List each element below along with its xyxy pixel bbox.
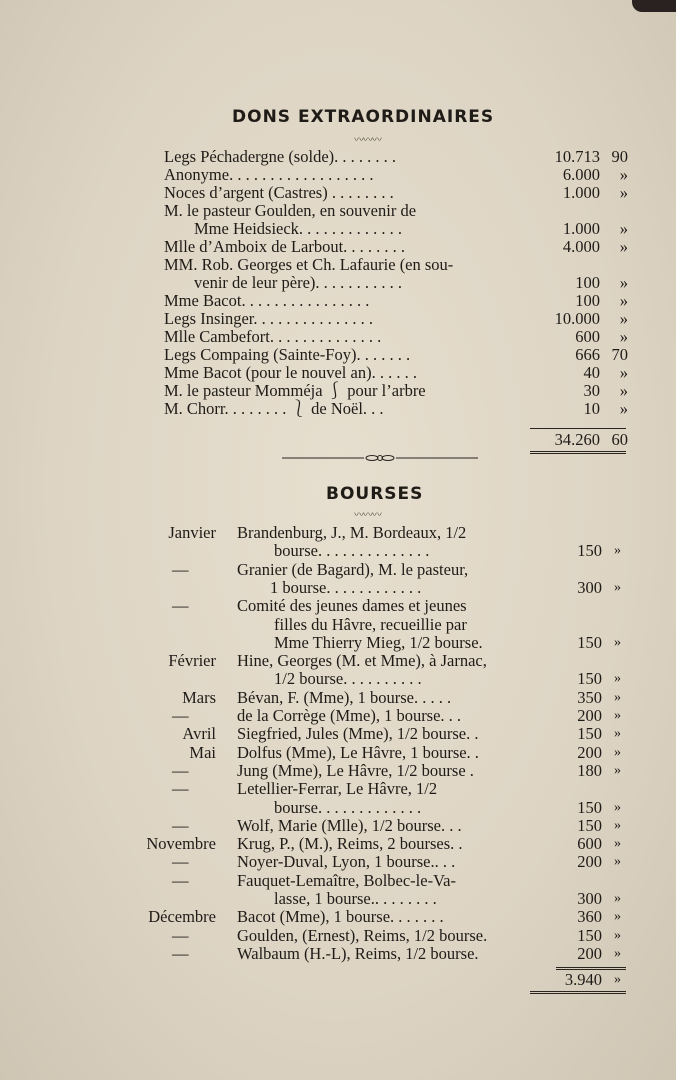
title-ornament: 〰〰〰 [354,135,381,146]
bourses-entry-text: bourse. . . . . . . . . . . . . [274,798,422,817]
dons-entry-text: Legs Compaing (Sainte-Foy). . . . . . . [164,345,411,364]
dons-entry-amount: 1.000 [562,219,600,238]
bourses-entry-text: Siegfried, Jules (Mme), 1/2 bourse. . [237,724,479,743]
dons-entry-cents: » [619,363,628,382]
bourses-entry-text: Granier (de Bagard), M. le pasteur, [237,560,469,579]
bourses-entry-amount: 200 [577,706,602,725]
dons-entry-text: venir de leur père). . . . . . . . . . . [194,273,403,292]
bourses-month: — [172,706,189,725]
dons-title: DONS EXTRAORDINAIRES [232,107,495,127]
dons-entry-text: Mme Heidsieck. . . . . . . . . . . . . [194,219,403,238]
bourses-month: — [172,596,189,615]
bourses-month: Mai [189,743,216,762]
bourses-entry-mark: » [614,763,621,778]
bourses-total-double-rule [530,991,626,994]
title-ornament: 〰〰〰 [354,510,381,521]
bourses-entry-text: Krug, P., (M.), Reims, 2 bourses. . [237,834,463,853]
bourses-entry-mark: » [614,580,621,595]
dons-entry-text: Mlle d’Amboix de Larbout. . . . . . . . [164,237,406,256]
dons-entry-cents: » [619,219,628,238]
bourses-month: Novembre [146,834,216,853]
dons-entry-cents: » [619,273,628,292]
dons-total-cents: 60 [611,430,628,449]
bourses-month: — [172,852,189,871]
dons-entry-amount: 6.000 [562,165,600,184]
bourses-entry-mark: » [614,909,621,924]
dons-entry-cents: » [619,291,628,310]
dons-entry-text: Mme Bacot. . . . . . . . . . . . . . . . [164,291,370,310]
bourses-entry-amount: 180 [577,761,602,780]
bourses-month: Décembre [148,907,216,926]
bourses-month: — [172,944,189,963]
bourses-entry-amount: 600 [577,834,602,853]
bourses-entry-amount: 150 [577,633,602,652]
dons-entry-text: Mme Bacot (pour le nouvel an). . . . . . [164,363,417,382]
bourses-entry-mark: » [614,745,621,760]
bourses-month: — [172,560,189,579]
bourses-title: BOURSES [326,484,424,504]
bourses-entry-text: Jung (Mme), Le Hâvre, 1/2 bourse . [237,761,474,780]
bourses-entry-text: Brandenburg, J., M. Bordeaux, 1/2 [237,523,467,542]
dons-entry-amount: 100 [575,291,600,310]
bourses-entry-text: filles du Hâvre, recueillie par [274,615,467,634]
dons-total-amount: 34.260 [554,430,600,449]
dons-entry-amount: 10 [583,399,600,418]
dons-entry-cents: 70 [611,345,628,364]
dons-entry-text: M. le pasteur Goulden, en souvenir de [164,201,417,220]
bourses-entry-mark: » [614,690,621,705]
bourses-entry-mark: » [614,891,621,906]
dons-entry-text: M. Chorr. . . . . . . . ⎱ de Noël. . . [164,399,384,418]
section-divider-ornament [282,452,478,464]
bourses-entry-mark: » [614,543,621,558]
dons-entry-amount: 10.000 [554,309,600,328]
dons-entry-amount: 600 [575,327,600,346]
dons-entry-text: M. le pasteur Momméja ⎰ pour l’arbre [164,381,426,400]
bourses-entry-text: Wolf, Marie (Mlle), 1/2 bourse. . . [237,816,462,835]
bourses-entry-amount: 360 [577,907,602,926]
bourses-entry-text: Noyer-Duval, Lyon, 1 bourse.. . . [237,852,456,871]
bourses-entry-mark: » [614,800,621,815]
dons-entry-text: Mlle Cambefort. . . . . . . . . . . . . . [164,327,382,346]
bourses-entry-text: Walbaum (H.-L), Reims, 1/2 bourse. [237,944,479,963]
bourses-entry-text: Bévan, F. (Mme), 1 bourse. . . . . [237,688,452,707]
bourses-entry-text: de la Corrège (Mme), 1 bourse. . . [237,706,462,725]
bourses-entry-mark: » [614,946,621,961]
bourses-entry-amount: 150 [577,541,602,560]
bourses-entry-text: Hine, Georges (M. et Mme), à Jarnac, [237,651,487,670]
bourses-entry-mark: » [614,708,621,723]
dons-entry-cents: » [619,309,628,328]
bourses-month: Mars [182,688,216,707]
bourses-month: — [172,761,189,780]
dons-entry-text: Noces d’argent (Castres) . . . . . . . . [164,183,394,202]
dons-entry-cents: » [619,381,628,400]
dons-entry-cents: » [619,399,628,418]
dons-entry-amount: 10.713 [554,147,600,166]
bourses-entry-text: lasse, 1 bourse.. . . . . . . . [274,889,437,908]
bourses-month: — [172,871,189,890]
bourses-entry-mark: » [614,726,621,741]
bourses-entry-text: 1/2 bourse. . . . . . . . . . [274,669,422,688]
bourses-entry-amount: 150 [577,669,602,688]
dons-entry-text: Anonyme. . . . . . . . . . . . . . . . . . [164,165,374,184]
dons-entry-text: MM. Rob. Georges et Ch. Lafaurie (en sou- [164,255,454,274]
bourses-entry-text: 1 bourse. . . . . . . . . . . . [270,578,422,597]
bourses-entry-text: Letellier-Ferrar, Le Hâvre, 1/2 [237,779,438,798]
dons-entry-amount: 30 [583,381,600,400]
bourses-entry-mark: » [614,635,621,650]
bourses-entry-amount: 350 [577,688,602,707]
dons-entry-amount: 4.000 [562,237,600,256]
bourses-entry-amount: 300 [577,889,602,908]
bourses-entry-text: bourse. . . . . . . . . . . . . . [274,541,430,560]
bourses-entry-mark: » [614,818,621,833]
dons-entry-text: Legs Péchadergne (solde). . . . . . . . [164,147,397,166]
dons-entry-cents: » [619,327,628,346]
bourses-total-amount: 3.940 [564,970,602,989]
bourses-entry-amount: 150 [577,798,602,817]
bourses-entry-mark: » [614,671,621,686]
bourses-entry-mark: » [614,928,621,943]
dons-total-double-rule [530,451,626,454]
bourses-entry-amount: 200 [577,852,602,871]
dons-entry-amount: 40 [583,363,600,382]
dons-entry-amount: 1.000 [562,183,600,202]
dons-entry-text: Legs Insinger. . . . . . . . . . . . . . . [164,309,373,328]
bourses-entry-amount: 200 [577,743,602,762]
dons-entry-cents: » [619,237,628,256]
page-corner-shadow [632,0,676,12]
bourses-entry-amount: 200 [577,944,602,963]
dons-sum-rule [530,428,626,429]
bourses-month: Avril [182,724,216,743]
bourses-entry-amount: 300 [577,578,602,597]
bourses-month: — [172,926,189,945]
bourses-entry-mark: » [614,854,621,869]
bourses-total-mark: » [614,972,621,987]
dons-entry-amount: 666 [575,345,600,364]
bourses-entry-amount: 150 [577,724,602,743]
bourses-entry-text: Fauquet-Lemaître, Bolbec-le-Va- [237,871,456,890]
bourses-entry-text: Bacot (Mme), 1 bourse. . . . . . . [237,907,444,926]
dons-entry-cents: » [619,183,628,202]
bourses-month: Février [168,651,216,670]
dons-entry-cents: 90 [611,147,628,166]
dons-entry-cents: » [619,165,628,184]
dons-entry-amount: 100 [575,273,600,292]
bourses-entry-amount: 150 [577,926,602,945]
bourses-entry-text: Goulden, (Ernest), Reims, 1/2 bourse. [237,926,488,945]
bourses-month: — [172,816,189,835]
bourses-entry-text: Mme Thierry Mieg, 1/2 bourse. [274,633,483,652]
bourses-entry-text: Comité des jeunes dames et jeunes [237,596,467,615]
bourses-month: Janvier [168,523,216,542]
bourses-month: — [172,779,189,798]
bourses-entry-text: Dolfus (Mme), Le Hâvre, 1 bourse. . [237,743,479,762]
bourses-entry-amount: 150 [577,816,602,835]
bourses-entry-mark: » [614,836,621,851]
